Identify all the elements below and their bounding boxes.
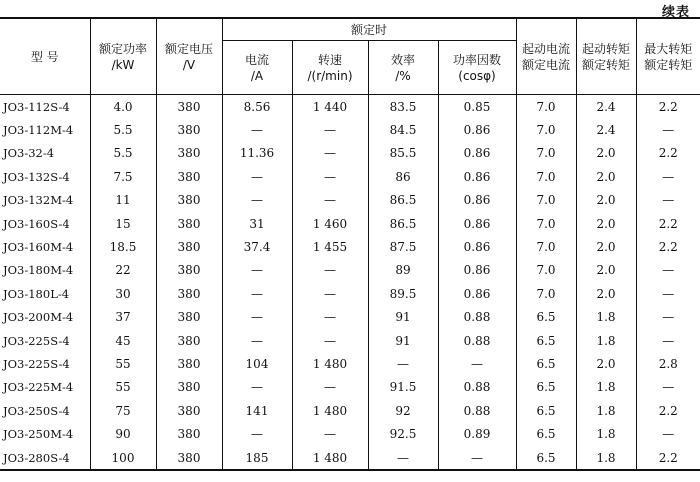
- cell-start-torque-ratio: 1.8: [576, 422, 636, 445]
- cell-rated-power: 18.5: [90, 235, 156, 258]
- cell-current: 185: [222, 446, 292, 470]
- header-current: 电流 /A: [222, 41, 292, 95]
- table-row: [0, 235, 700, 258]
- cell-speed: —: [292, 306, 368, 329]
- cell-start-torque-ratio: 1.8: [576, 306, 636, 329]
- table-row: [0, 189, 700, 212]
- cell-start-current-ratio: 6.5: [516, 376, 576, 399]
- cell-model: JO3-132S-4: [3, 169, 70, 184]
- cell-start-current-ratio: 7.0: [516, 165, 576, 188]
- cell-speed: 1 455: [292, 235, 368, 258]
- cell-model: JO3-225S-4: [3, 356, 70, 371]
- cell-max-torque-ratio: —: [636, 259, 700, 282]
- cell-start-torque-ratio: 2.0: [576, 189, 636, 212]
- header-power-factor: 功率因数 (cosφ): [438, 41, 516, 95]
- cell-speed: —: [292, 165, 368, 188]
- cell-current: —: [222, 422, 292, 445]
- cell-start-torque-ratio: 2.4: [576, 118, 636, 141]
- cell-power-factor: 0.86: [438, 189, 516, 212]
- cell-max-torque-ratio: 2.2: [636, 446, 700, 470]
- cell-power-factor: —: [438, 352, 516, 375]
- table-row: [0, 446, 700, 470]
- cell-current: —: [222, 376, 292, 399]
- continued-label: 续表: [661, 5, 690, 20]
- cell-max-torque-ratio: 2.2: [636, 212, 700, 235]
- cell-current: 37.4: [222, 235, 292, 258]
- cell-max-torque-ratio: —: [636, 329, 700, 352]
- cell-max-torque-ratio: —: [636, 376, 700, 399]
- cell-model: JO3-225M-4: [3, 380, 74, 395]
- cell-rated-power: 7.5: [90, 165, 156, 188]
- cell-max-torque-ratio: 2.2: [636, 235, 700, 258]
- cell-start-current-ratio: 7.0: [516, 282, 576, 305]
- cell-speed: —: [292, 118, 368, 141]
- cell-start-torque-ratio: 1.8: [576, 329, 636, 352]
- cell-speed: 1 440: [292, 95, 368, 119]
- header-rated-group: 额定时: [222, 18, 516, 41]
- cell-speed: 1 460: [292, 212, 368, 235]
- cell-power-factor: 0.86: [438, 259, 516, 282]
- cell-rated-power: 55: [90, 352, 156, 375]
- cell-efficiency: 86.5: [368, 212, 438, 235]
- cell-start-current-ratio: 6.5: [516, 329, 576, 352]
- cell-start-current-ratio: 6.5: [516, 446, 576, 470]
- cell-rated-voltage: 380: [156, 422, 222, 445]
- cell-max-torque-ratio: —: [636, 118, 700, 141]
- cell-rated-voltage: 380: [156, 95, 222, 119]
- cell-efficiency: 92: [368, 399, 438, 422]
- cell-efficiency: 92.5: [368, 422, 438, 445]
- cell-rated-voltage: 380: [156, 118, 222, 141]
- cell-speed: 1 480: [292, 399, 368, 422]
- cell-efficiency: 86: [368, 165, 438, 188]
- cell-start-torque-ratio: 2.0: [576, 282, 636, 305]
- cell-efficiency: 91: [368, 329, 438, 352]
- cell-rated-power: 55: [90, 376, 156, 399]
- table-row: [0, 118, 700, 141]
- cell-start-current-ratio: 7.0: [516, 212, 576, 235]
- cell-efficiency: 86.5: [368, 189, 438, 212]
- cell-model: JO3-280S-4: [3, 450, 70, 465]
- cell-max-torque-ratio: —: [636, 306, 700, 329]
- header-efficiency: 效率 /%: [368, 41, 438, 95]
- cell-start-current-ratio: 6.5: [516, 306, 576, 329]
- cell-rated-voltage: 380: [156, 399, 222, 422]
- cell-current: 141: [222, 399, 292, 422]
- cell-start-torque-ratio: 2.0: [576, 142, 636, 165]
- cell-current: —: [222, 306, 292, 329]
- cell-current: —: [222, 165, 292, 188]
- cell-start-torque-ratio: 2.0: [576, 235, 636, 258]
- cell-model: JO3-200M-4: [3, 310, 74, 325]
- header-speed: 转速 /(r/min): [292, 41, 368, 95]
- cell-rated-power: 100: [90, 446, 156, 470]
- table-row: [0, 422, 700, 445]
- table-row: [0, 306, 700, 329]
- table-row: [0, 165, 700, 188]
- cell-rated-voltage: 380: [156, 189, 222, 212]
- table-row: [0, 142, 700, 165]
- table-row: [0, 399, 700, 422]
- cell-start-current-ratio: 7.0: [516, 259, 576, 282]
- cell-rated-voltage: 380: [156, 259, 222, 282]
- cell-power-factor: 0.86: [438, 165, 516, 188]
- cell-start-torque-ratio: 2.0: [576, 165, 636, 188]
- cell-speed: —: [292, 422, 368, 445]
- cell-current: —: [222, 118, 292, 141]
- table-row: [0, 212, 700, 235]
- cell-max-torque-ratio: —: [636, 282, 700, 305]
- cell-start-torque-ratio: 2.0: [576, 259, 636, 282]
- cell-power-factor: 0.88: [438, 376, 516, 399]
- cell-start-current-ratio: 7.0: [516, 118, 576, 141]
- cell-model: JO3-112M-4: [3, 123, 74, 138]
- cell-start-current-ratio: 7.0: [516, 235, 576, 258]
- cell-efficiency: 91.5: [368, 376, 438, 399]
- cell-start-current-ratio: 7.0: [516, 95, 576, 119]
- table-row: [0, 376, 700, 399]
- cell-rated-voltage: 380: [156, 165, 222, 188]
- cell-rated-power: 30: [90, 282, 156, 305]
- cell-model: JO3-160S-4: [3, 216, 70, 231]
- cell-power-factor: 0.86: [438, 118, 516, 141]
- cell-rated-power: 5.5: [90, 118, 156, 141]
- cell-model: JO3-160M-4: [3, 240, 74, 255]
- cell-speed: 1 480: [292, 352, 368, 375]
- cell-rated-power: 90: [90, 422, 156, 445]
- cell-current: —: [222, 329, 292, 352]
- cell-start-current-ratio: 6.5: [516, 352, 576, 375]
- cell-efficiency: —: [368, 352, 438, 375]
- cell-power-factor: 0.86: [438, 235, 516, 258]
- cell-model: JO3-180L-4: [3, 286, 70, 301]
- header-max-torque-ratio: 最大转矩 额定转矩: [636, 18, 700, 95]
- cell-model: JO3-112S-4: [3, 99, 70, 114]
- cell-current: —: [222, 282, 292, 305]
- cell-model: JO3-32-4: [3, 146, 55, 161]
- cell-start-torque-ratio: 1.8: [576, 446, 636, 470]
- cell-max-torque-ratio: 2.8: [636, 352, 700, 375]
- cell-rated-voltage: 380: [156, 235, 222, 258]
- cell-rated-power: 22: [90, 259, 156, 282]
- header-rated-voltage: 额定电压 /V: [156, 18, 222, 95]
- header-start-current-ratio: 起动电流 额定电流: [516, 18, 576, 95]
- cell-rated-voltage: 380: [156, 306, 222, 329]
- table-row: [0, 282, 700, 305]
- cell-rated-power: 11: [90, 189, 156, 212]
- cell-current: —: [222, 259, 292, 282]
- cell-power-factor: —: [438, 446, 516, 470]
- cell-rated-power: 45: [90, 329, 156, 352]
- cell-speed: —: [292, 142, 368, 165]
- cell-max-torque-ratio: —: [636, 422, 700, 445]
- cell-current: 11.36: [222, 142, 292, 165]
- cell-max-torque-ratio: 2.2: [636, 399, 700, 422]
- cell-power-factor: 0.86: [438, 282, 516, 305]
- cell-efficiency: 89.5: [368, 282, 438, 305]
- cell-rated-power: 5.5: [90, 142, 156, 165]
- cell-rated-power: 37: [90, 306, 156, 329]
- cell-power-factor: 0.85: [438, 95, 516, 119]
- cell-efficiency: —: [368, 446, 438, 470]
- cell-start-current-ratio: 7.0: [516, 142, 576, 165]
- table-body: [0, 95, 700, 471]
- cell-current: 104: [222, 352, 292, 375]
- cell-speed: —: [292, 329, 368, 352]
- cell-model: JO3-180M-4: [3, 263, 74, 278]
- cell-start-torque-ratio: 2.4: [576, 95, 636, 119]
- cell-efficiency: 91: [368, 306, 438, 329]
- cell-rated-voltage: 380: [156, 282, 222, 305]
- table-row: [0, 329, 700, 352]
- cell-current: 31: [222, 212, 292, 235]
- cell-start-current-ratio: 6.5: [516, 399, 576, 422]
- cell-rated-power: 4.0: [90, 95, 156, 119]
- cell-power-factor: 0.86: [438, 212, 516, 235]
- cell-speed: —: [292, 376, 368, 399]
- cell-start-torque-ratio: 1.8: [576, 376, 636, 399]
- table-row: [0, 95, 700, 119]
- header-rated-power: 额定功率 /kW: [90, 18, 156, 95]
- cell-speed: —: [292, 282, 368, 305]
- cell-efficiency: 83.5: [368, 95, 438, 119]
- cell-current: —: [222, 189, 292, 212]
- cell-model: JO3-225S-4: [3, 333, 70, 348]
- cell-speed: —: [292, 259, 368, 282]
- cell-model: JO3-250M-4: [3, 427, 74, 442]
- cell-speed: —: [292, 189, 368, 212]
- cell-current: 8.56: [222, 95, 292, 119]
- cell-rated-voltage: 380: [156, 142, 222, 165]
- cell-efficiency: 85.5: [368, 142, 438, 165]
- header-model: 型 号: [0, 18, 90, 95]
- cell-power-factor: 0.88: [438, 306, 516, 329]
- cell-rated-power: 75: [90, 399, 156, 422]
- cell-efficiency: 84.5: [368, 118, 438, 141]
- cell-start-torque-ratio: 2.0: [576, 212, 636, 235]
- table-row: [0, 259, 700, 282]
- cell-max-torque-ratio: 2.2: [636, 142, 700, 165]
- table-row: [0, 352, 700, 375]
- cell-max-torque-ratio: 2.2: [636, 95, 700, 119]
- cell-model: JO3-132M-4: [3, 193, 74, 208]
- motor-spec-table: [0, 17, 700, 471]
- cell-rated-voltage: 380: [156, 376, 222, 399]
- cell-rated-voltage: 380: [156, 329, 222, 352]
- cell-max-torque-ratio: —: [636, 165, 700, 188]
- cell-start-torque-ratio: 2.0: [576, 352, 636, 375]
- cell-efficiency: 87.5: [368, 235, 438, 258]
- cell-rated-voltage: 380: [156, 212, 222, 235]
- cell-rated-voltage: 380: [156, 352, 222, 375]
- cell-model: JO3-250S-4: [3, 403, 70, 418]
- cell-start-current-ratio: 6.5: [516, 422, 576, 445]
- cell-efficiency: 89: [368, 259, 438, 282]
- cell-power-factor: 0.89: [438, 422, 516, 445]
- cell-start-torque-ratio: 1.8: [576, 399, 636, 422]
- cell-speed: 1 480: [292, 446, 368, 470]
- cell-power-factor: 0.88: [438, 399, 516, 422]
- cell-max-torque-ratio: —: [636, 189, 700, 212]
- cell-power-factor: 0.88: [438, 329, 516, 352]
- cell-power-factor: 0.86: [438, 142, 516, 165]
- cell-rated-voltage: 380: [156, 446, 222, 470]
- header-start-torque-ratio: 起动转矩 额定转矩: [576, 18, 636, 95]
- cell-rated-power: 15: [90, 212, 156, 235]
- cell-start-current-ratio: 7.0: [516, 189, 576, 212]
